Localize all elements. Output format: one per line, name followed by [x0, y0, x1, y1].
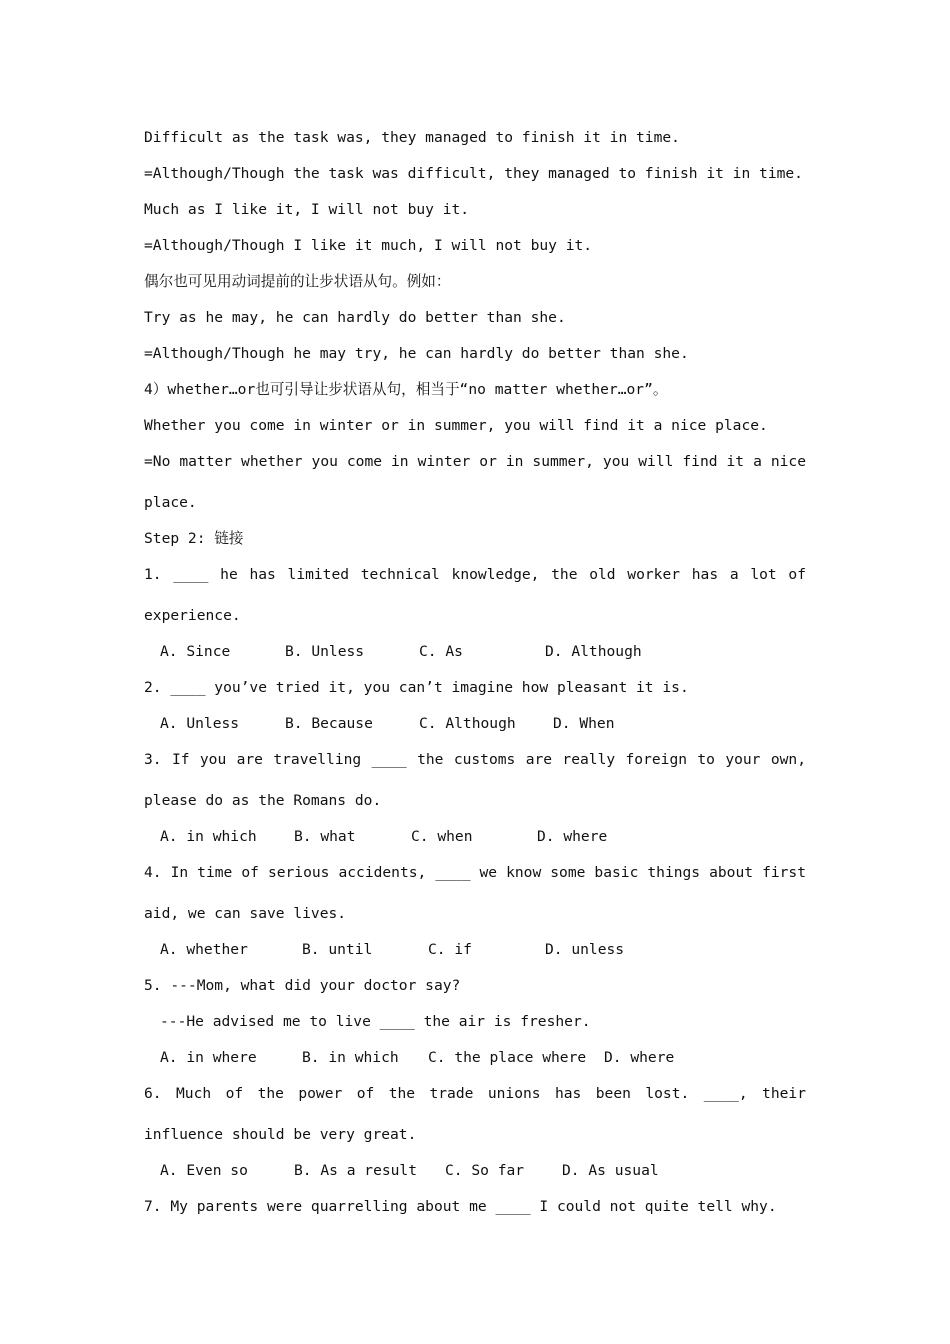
option-c: C. As — [419, 643, 463, 660]
option-c: C. the place where — [428, 1049, 587, 1066]
question-stem: 2. ____ you’ve tried it, you can’t imagine how pleasant it is. — [144, 679, 689, 696]
option-b: B. in which — [302, 1049, 399, 1066]
text-line: Much as I like it, I will not buy it. — [144, 201, 470, 218]
question-options — [144, 706, 806, 742]
question-stem: influence should be very great. — [144, 1126, 417, 1143]
question-stem: 5. ---Mom, what did your doctor say? — [144, 977, 461, 994]
option-b: B. until — [302, 941, 373, 958]
option-a: A. in which — [160, 828, 257, 845]
option-b: B. Because — [285, 715, 373, 732]
question-options — [144, 1040, 806, 1076]
question-stem: ---He advised me to live ____ the air is fresher. — [160, 1013, 591, 1030]
question-stem: 3. If you are travelling ____ the customs are really foreign to your own, — [144, 751, 806, 768]
option-d: D. Although — [545, 643, 642, 660]
text-line: =Although/Though he may try, he can hardly do better than she. — [144, 345, 689, 362]
text-line: 偶尔也可见用动词提前的让步状语从句。例如： — [144, 273, 451, 290]
question-stem: 1. ____ he has limited technical knowledge, the old worker has a lot of — [144, 566, 806, 583]
option-c: C. if — [428, 941, 472, 958]
text-line: Try as he may, he can hardly do better than she. — [144, 309, 566, 326]
question-stem: aid, we can save lives. — [144, 905, 347, 922]
option-d: D. As usual — [562, 1162, 659, 1179]
document-page — [144, 120, 806, 1225]
option-a: A. in where — [160, 1049, 257, 1066]
text-line: =Although/Though I like it much, I will not buy it. — [144, 237, 593, 254]
text-line: =No matter whether you come in winter or in summer, you will find it a nice — [144, 453, 806, 470]
option-a: A. whether — [160, 941, 248, 958]
question-stem: 7. My parents were quarrelling about me ____ I could not quite tell why. — [144, 1198, 777, 1215]
text-line: place. — [144, 494, 197, 511]
question-options — [144, 932, 806, 968]
option-d: D. where — [537, 828, 608, 845]
text-line: 4）whether…or也可引导让步状语从句，相当于“no matter whether…or”。 — [144, 381, 668, 398]
section-heading: Step 2: 链接 — [144, 530, 244, 547]
question-options — [144, 634, 806, 670]
option-a: A. Even so — [160, 1162, 248, 1179]
question-stem: 4. In time of serious accidents, ____ we know some basic things about first — [144, 864, 806, 881]
text-line: Difficult as the task was, they managed to finish it in time. — [144, 129, 680, 146]
option-c: C. when — [411, 828, 473, 845]
option-a: A. Since — [160, 643, 231, 660]
option-a: A. Unless — [160, 715, 240, 732]
option-c: C. So far — [445, 1162, 525, 1179]
question-stem: experience. — [144, 607, 241, 624]
option-b: B. Unless — [285, 643, 365, 660]
question-stem: please do as the Romans do. — [144, 792, 382, 809]
option-c: C. Although — [419, 715, 516, 732]
text-line: Whether you come in winter or in summer, you will find it a nice place. — [144, 417, 768, 434]
option-d: D. unless — [545, 941, 625, 958]
option-b: B. As a result — [294, 1162, 418, 1179]
question-options — [144, 1153, 806, 1189]
question-stem: 6. Much of the power of the trade unions has been lost. ____, their — [144, 1085, 806, 1102]
option-d: D. where — [604, 1049, 675, 1066]
text-line: =Although/Though the task was difficult, they managed to finish it in time. — [144, 165, 803, 182]
option-d: D. When — [553, 715, 615, 732]
question-options — [144, 819, 806, 855]
option-b: B. what — [294, 828, 356, 845]
